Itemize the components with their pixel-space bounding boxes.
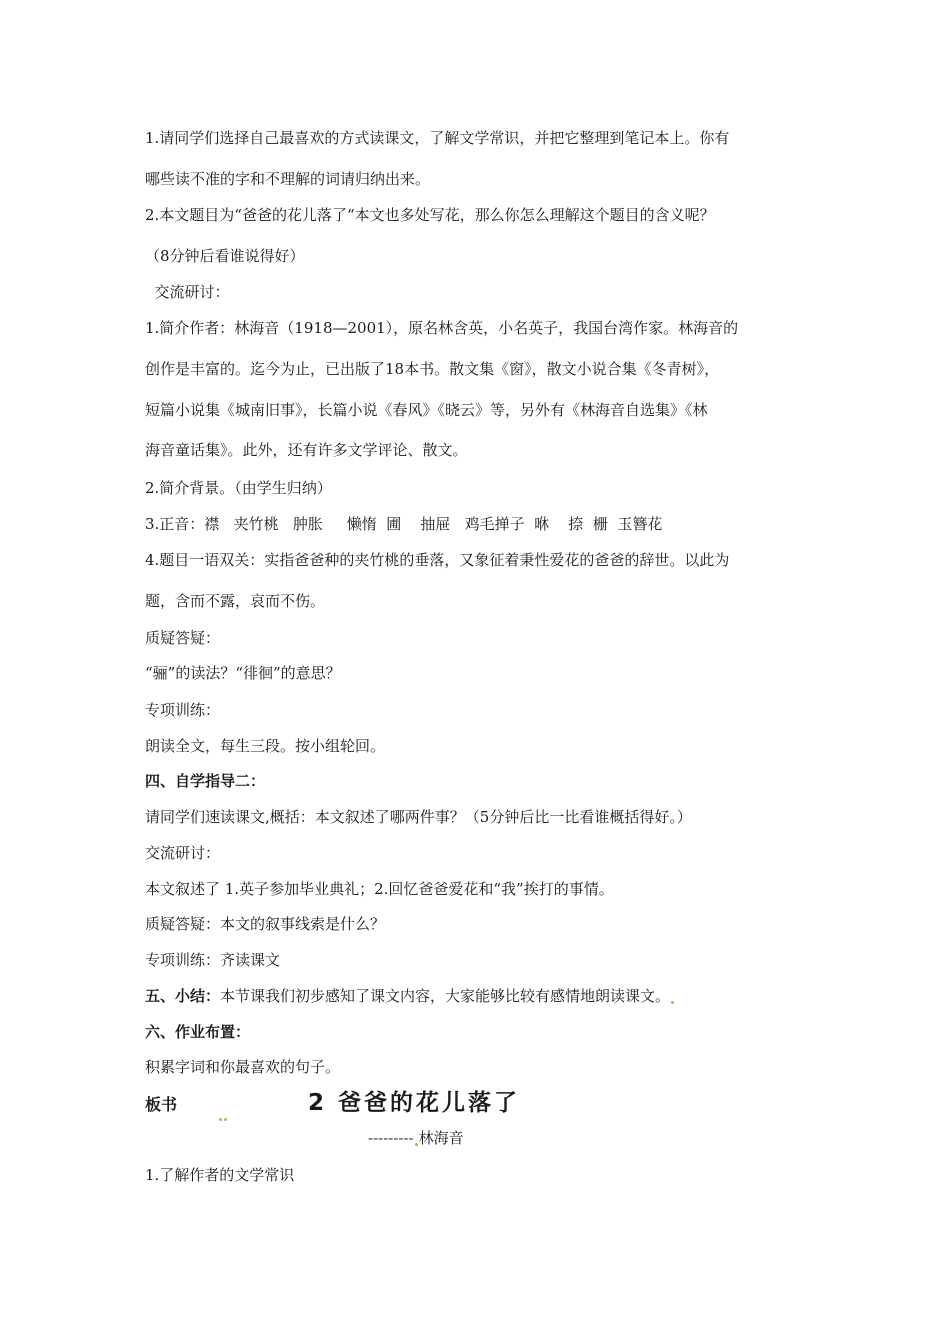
paragraph-line: 哪些读不准的字和不理解的词请归纳出来。 (145, 170, 431, 188)
paragraph-line: 创作是丰富的。迄今为止，已出版了18本书。散文集《窗》，散文小说合集《冬青树》， (145, 360, 720, 378)
paragraph-line: 2.简介背景。（由学生归纳） (145, 479, 332, 497)
paragraph-line: 1.请同学们选择自己最喜欢的方式读课文，了解文学常识，并把它整理到笔记本上。你有 (145, 129, 730, 147)
board-item: 1.了解作者的文学常识 (145, 1166, 295, 1184)
paragraph-line: 质疑答疑：本文的叙事线索是什么？ (145, 915, 386, 933)
subheading-training: 专项训练： (145, 701, 221, 719)
paragraph-line: （8分钟后看谁说得好） (145, 247, 305, 265)
summary-line (145, 986, 815, 1006)
summary-text: 本节课我们初步感知了课文内容，大家能够比较有感情地朗读课文。 (220, 987, 671, 1005)
subheading-discussion: 交流研讨： (145, 844, 221, 862)
mark-icon (218, 1103, 228, 1122)
paragraph-line: 短篇小说集《城南旧事》，长篇小说《春风》《晓云》等，另外有《林海音自选集》《林 (145, 401, 708, 419)
paragraph-line: 本文叙述了 1.英子参加毕业典礼；2.回忆爸爸爱花和“我”挨打的事情。 (145, 880, 614, 898)
dash-leader: --------- (368, 1129, 414, 1147)
paragraph-line: 请同学们速读课文,概括：本文叙述了哪两件事？（5分钟后比一比看谁概括得好。） (145, 808, 692, 826)
paragraph-line: 2.本文题目为“爸爸的花儿落了“本文也多处写花，那么你怎么理解这个题目的含义呢？ (145, 206, 715, 224)
paragraph-line: 4.题目一语双关：实指爸爸种的夹竹桃的垂落，又象征着秉性爱花的爸爸的辞世。以此为 (145, 551, 730, 569)
paragraph-line: 1.简介作者：林海音（1918—2001），原名林含英，小名英子，我国台湾作家。林海音的 (145, 319, 739, 337)
section-heading-5: 五、小结： (145, 987, 221, 1005)
pronunciation-line: 3.正音：襟 夹竹桃 肿胀 懒惰 圃 抽屉 鸡毛掸子 咻 捺 栅 玉簪花 (145, 515, 663, 533)
board-label: 板书 (145, 1095, 178, 1114)
paragraph-line: 海音童话集》。此外，还有许多文学评论、散文。 (145, 441, 468, 459)
paragraph-line: 朗读全文，每生三段。按小组轮回。 (145, 737, 386, 755)
board-author: 林海音 (418, 1129, 464, 1147)
board-author-line (368, 1128, 464, 1148)
subheading-qa: 质疑答疑： (145, 629, 221, 647)
mark-icon (415, 1143, 418, 1146)
paragraph-line: 专项训练：齐读课文 (145, 951, 281, 969)
section-heading-6: 六、作业布置： (145, 1023, 251, 1041)
section-heading-4: 四、自学指导二： (145, 772, 266, 790)
paragraph-line: “骊”的读法？“徘徊”的意思？ (145, 664, 341, 682)
homework-text: 积累字词和你最喜欢的句子。 (145, 1058, 341, 1076)
paragraph-line: 题，含而不露，哀而不伤。 (145, 592, 326, 610)
mark-icon (671, 1001, 674, 1004)
board-title: 2 爸爸的花儿落了 (308, 1090, 521, 1116)
subheading-discussion: 交流研讨： (145, 283, 230, 301)
